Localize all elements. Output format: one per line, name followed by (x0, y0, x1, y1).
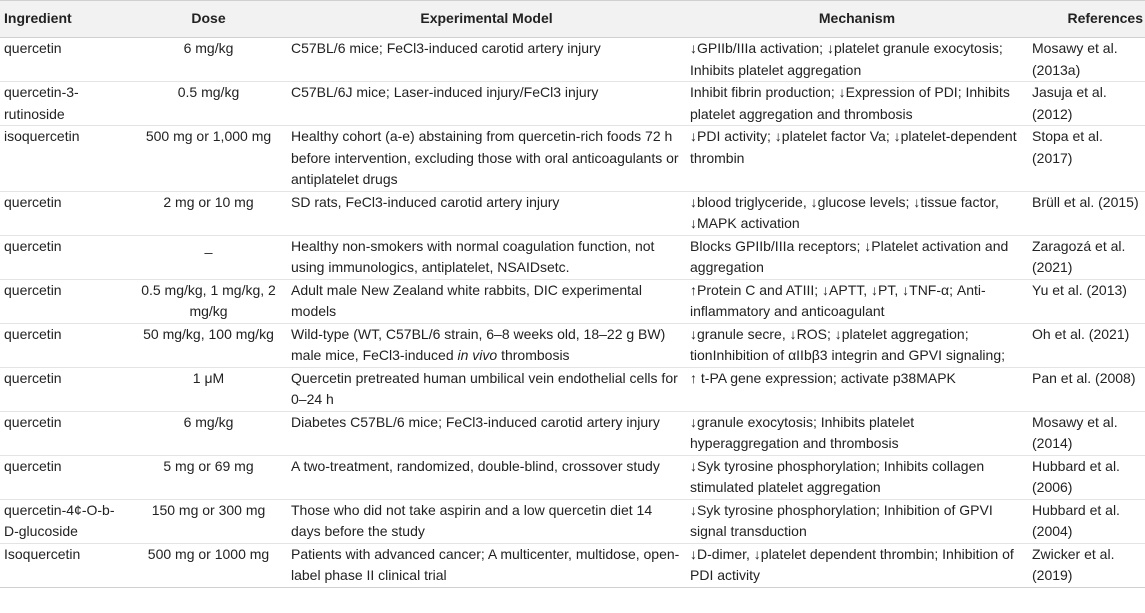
cell-mechanism: ↑ t-PA gene expression; activate p38MAPK (686, 367, 1028, 411)
cell-model: Healthy cohort (a-e) abstaining from quercetin-rich foods 72 h before intervention, excluding those with oral anticoagulants or antiplatelet drugs (287, 126, 686, 192)
model-text: Wild-type (WT, C57BL/6 strain, 6–8 weeks old, 18–22 g BW) male mice, FeCl3-induced (291, 325, 666, 363)
cell-mechanism: ↓PDI activity; ↓platelet factor Va; ↓platelet-dependent thrombin (686, 126, 1028, 192)
cell-ingredient: quercetin (0, 411, 130, 455)
cell-mechanism: Blocks GPIIb/IIIa receptors; ↓Platelet activation and aggregation (686, 235, 1028, 279)
table-row (0, 38, 1145, 82)
table-row (0, 323, 1145, 367)
table-row (0, 455, 1145, 499)
cell-model: Adult male New Zealand white rabbits, DIC experimental models (287, 279, 686, 323)
cell-dose: 0.5 mg/kg, 1 mg/kg, 2 mg/kg (130, 279, 287, 323)
cell-reference: Mosawy et al. (2014) (1028, 411, 1145, 455)
cell-ingredient: isoquercetin (0, 126, 130, 192)
table-row (0, 126, 1145, 192)
header-experimental-model: Experimental Model (287, 1, 686, 38)
table-header-row (0, 1, 1145, 38)
cell-ingredient: quercetin-4¢-O-b-D-glucoside (0, 499, 130, 543)
cell-reference: Zwicker et al. (2019) (1028, 543, 1145, 587)
cell-ingredient: quercetin (0, 323, 130, 367)
cell-mechanism: Inhibit fibrin production; ↓Expression of PDI; Inhibits platelet aggregation and thrombosis (686, 82, 1028, 126)
cell-reference: Hubbard et al. (2006) (1028, 455, 1145, 499)
table-row (0, 191, 1145, 235)
cell-model: SD rats, FeCl3-induced carotid artery injury (287, 191, 686, 235)
cell-ingredient: quercetin-3-rutinoside (0, 82, 130, 126)
model-text: thrombosis (497, 347, 570, 363)
cell-mechanism: ↓granule secre, ↓ROS; ↓platelet aggregation; tionInhibition of αIIbβ3 integrin and GPVI signaling; (686, 323, 1028, 367)
cell-dose: _ (130, 235, 287, 279)
cell-model: Patients with advanced cancer; A multicenter, multidose, open-label phase II clinical trial (287, 543, 686, 587)
cell-dose: 150 mg or 300 mg (130, 499, 287, 543)
cell-ingredient: quercetin (0, 279, 130, 323)
table-row (0, 499, 1145, 543)
cell-reference: Jasuja et al. (2012) (1028, 82, 1145, 126)
cell-mechanism: ↓Syk tyrosine phosphorylation; Inhibits collagen stimulated platelet aggregation (686, 455, 1028, 499)
table-row (0, 235, 1145, 279)
cell-ingredient: quercetin (0, 235, 130, 279)
table-row (0, 82, 1145, 126)
cell-reference: Mosawy et al. (2013a) (1028, 38, 1145, 82)
cell-model: Those who did not take aspirin and a low quercetin diet 14 days before the study (287, 499, 686, 543)
cell-ingredient: quercetin (0, 191, 130, 235)
cell-mechanism: ↑Protein C and ATIII; ↓APTT, ↓PT, ↓TNF-α; Anti-inflammatory and anticoagulant (686, 279, 1028, 323)
cell-dose: 6 mg/kg (130, 411, 287, 455)
cell-model: Healthy non-smokers with normal coagulation function, not using immunologics, antiplatelet, NSAIDsetc. (287, 235, 686, 279)
cell-dose: 5 mg or 69 mg (130, 455, 287, 499)
cell-model: Diabetes C57BL/6 mice; FeCl3-induced carotid artery injury (287, 411, 686, 455)
cell-dose: 500 mg or 1,000 mg (130, 126, 287, 192)
cell-model: Quercetin pretreated human umbilical vein endothelial cells for 0–24 h (287, 367, 686, 411)
table-row (0, 543, 1145, 587)
cell-mechanism: ↓D-dimer, ↓platelet dependent thrombin; Inhibition of PDI activity (686, 543, 1028, 587)
cell-reference: Oh et al. (2021) (1028, 323, 1145, 367)
table-row (0, 411, 1145, 455)
header-mechanism: Mechanism (686, 1, 1028, 38)
cell-model (287, 323, 686, 367)
cell-ingredient: quercetin (0, 367, 130, 411)
cell-dose: 500 mg or 1000 mg (130, 543, 287, 587)
cell-dose: 0.5 mg/kg (130, 82, 287, 126)
cell-reference: Brüll et al. (2015) (1028, 191, 1145, 235)
header-ingredient: Ingredient (0, 1, 130, 38)
cell-reference: Zaragozá et al. (2021) (1028, 235, 1145, 279)
header-references: References (1028, 1, 1145, 38)
cell-reference: Yu et al. (2013) (1028, 279, 1145, 323)
cell-mechanism: ↓Syk tyrosine phosphorylation; Inhibition of GPVI signal transduction (686, 499, 1028, 543)
cell-model: C57BL/6J mice; Laser-induced injury/FeCl3 injury (287, 82, 686, 126)
cell-mechanism: ↓granule exocytosis; Inhibits platelet hyperaggregation and thrombosis (686, 411, 1028, 455)
cell-dose: 50 mg/kg, 100 mg/kg (130, 323, 287, 367)
cell-dose: 6 mg/kg (130, 38, 287, 82)
model-italic-text: in vivo (457, 347, 498, 363)
cell-ingredient: Isoquercetin (0, 543, 130, 587)
cell-dose: 1 μM (130, 367, 287, 411)
cell-mechanism: ↓GPIIb/IIIa activation; ↓platelet granule exocytosis; Inhibits platelet aggregation (686, 38, 1028, 82)
cell-ingredient: quercetin (0, 455, 130, 499)
cell-model: A two-treatment, randomized, double-blind, crossover study (287, 455, 686, 499)
table-row (0, 279, 1145, 323)
cell-reference: Hubbard et al. (2004) (1028, 499, 1145, 543)
table-row (0, 367, 1145, 411)
cell-dose: 2 mg or 10 mg (130, 191, 287, 235)
cell-ingredient: quercetin (0, 38, 130, 82)
header-dose: Dose (130, 1, 287, 38)
cell-model: C57BL/6 mice; FeCl3-induced carotid artery injury (287, 38, 686, 82)
cell-mechanism: ↓blood triglyceride, ↓glucose levels; ↓tissue factor, ↓MAPK activation (686, 191, 1028, 235)
cell-reference: Pan et al. (2008) (1028, 367, 1145, 411)
cell-reference: Stopa et al. (2017) (1028, 126, 1145, 192)
